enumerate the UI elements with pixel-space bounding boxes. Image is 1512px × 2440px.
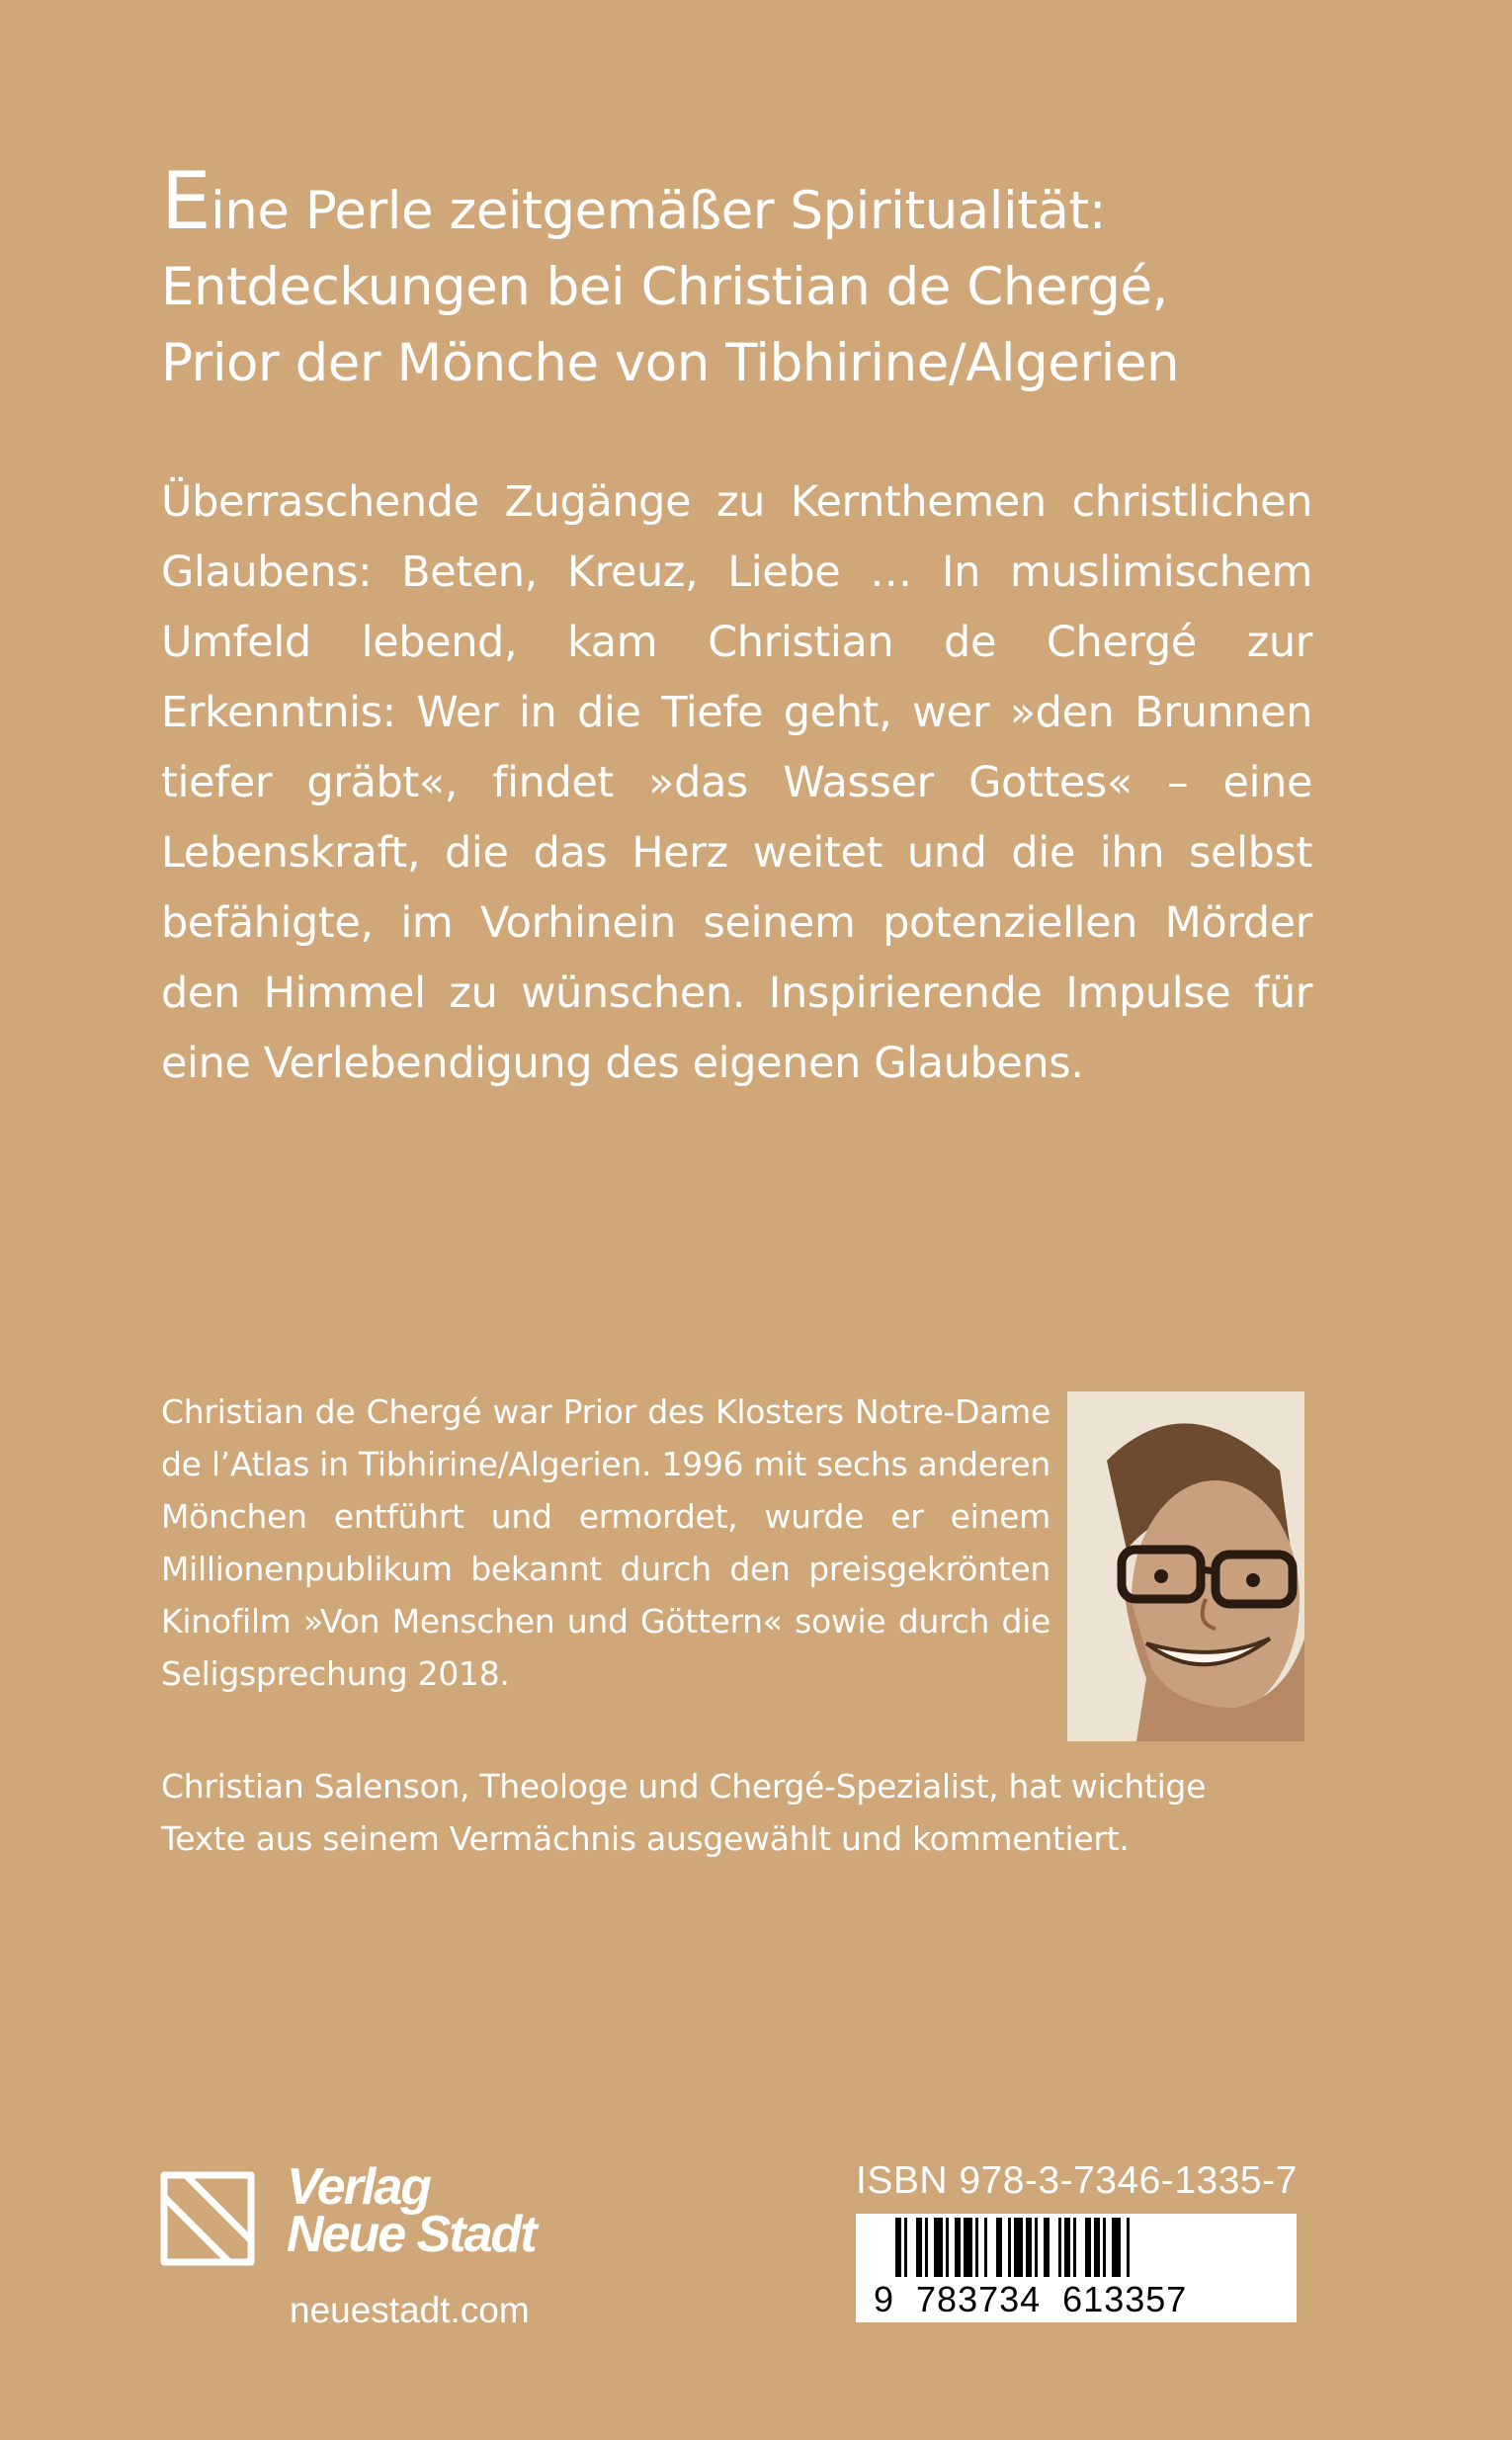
isbn-barcode (856, 2214, 1297, 2322)
isbn-label: ISBN 978-3-7346-1335-7 (856, 2159, 1298, 2202)
blurb-paragraph: Überraschende Zugänge zu Kernthemen christlichen Glaubens: Beten, Kreuz, Liebe … In muslimischem Umfeld lebend, kam Christian de Chergé zur Erkenntnis: Wer in die Tiefe geht, wer »den Brunnen tiefer gräbt«, findet »das Wasser Gottes« – eine Lebenskraft, die das Herz weitet und die ihn selbst befähigte, im Vorhinein seinem potenziellen Mörder den Himmel zu wünschen. Inspirierende Impulse für eine Verlebendigung des eigenen Glaubens. (161, 477, 1312, 1088)
publisher-name-line-2: Neue Stadt (287, 2206, 536, 2263)
publisher-name-line-1: Verlag (287, 2158, 431, 2216)
editor-note: Christian Salenson, Theologe und Chergé-Spezialist, hat wichtige Texte aus seinem Vermächnis ausgewählt und kommentiert. (161, 1767, 1207, 1858)
headline (161, 155, 1406, 401)
headline-line-1-text: ine Perle zeitgemäßer Spiritualität: (210, 181, 1107, 241)
publisher-url: neuestadt.com (290, 2290, 530, 2330)
barcode-digits: 9 783734 613357 (874, 2279, 1188, 2319)
headline-line-3: Prior der Mönche von Tibhirine/Algerien (161, 333, 1180, 393)
publisher-name (287, 2158, 536, 2263)
headline-initial: E (161, 155, 211, 247)
author-bio: Christian de Chergé war Prior des Klosters Notre-Dame de l’Atlas in Tibhirine/Algerien. 1996 mit sechs anderen Mönchen entführt und ermordet, wurde er einem Millionenpublikum bekannt durch den preisgekrönten Kinofilm »Von Menschen und Göttern« sowie durch die Seligsprechung 2018. (161, 1392, 1050, 1693)
publisher-logo-icon (158, 2169, 257, 2268)
author-portrait (1067, 1391, 1304, 1741)
headline-line-1 (161, 155, 1406, 249)
headline-line-2: Entdeckungen bei Christian de Chergé, (161, 257, 1168, 317)
portrait-image (1067, 1391, 1304, 1741)
publisher-logo (158, 2158, 593, 2337)
